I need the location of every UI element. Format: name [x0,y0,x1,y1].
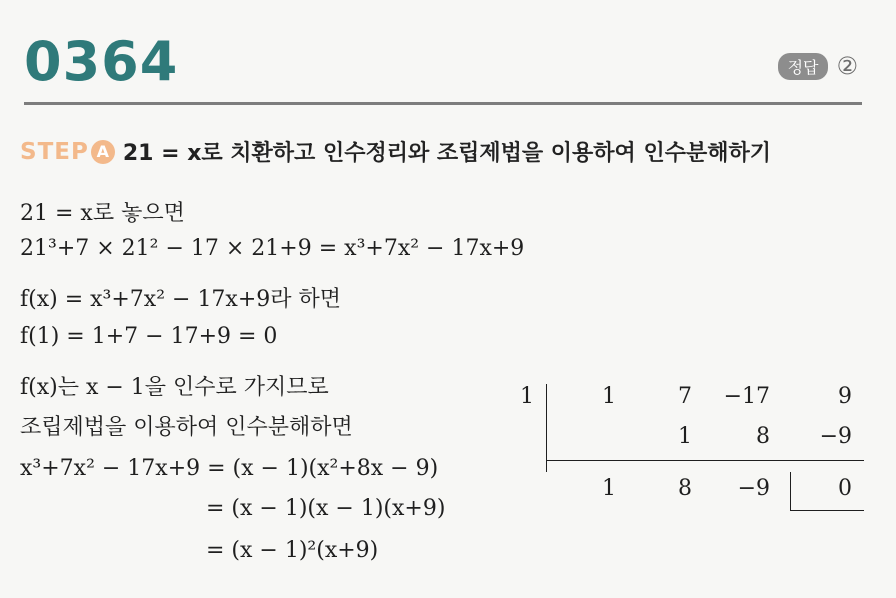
synthetic-row3-cell: 1 [602,476,616,501]
solution-line-7: x³+7x² − 17x+9 = (x − 1)(x²+8x − 9) [20,456,439,481]
solution-line-9: = (x − 1)²(x+9) [206,538,379,563]
synthetic-division [510,378,870,518]
synthetic-row2-cell: 8 [756,424,770,449]
solution-line-4: f(1) = 1+7 − 17+9 = 0 [20,324,278,349]
step-heading [20,136,771,167]
synthetic-row2-cell: −9 [819,424,852,449]
step-badge: A [91,140,115,164]
solution-line-5: f(x)는 x − 1을 인수로 가지므로 [20,375,329,400]
problem-number: 0364 [24,30,179,93]
synthetic-row2-cell: 1 [678,424,692,449]
synthetic-row1-cell: 1 [602,384,616,409]
solution-line-6: 조립제법을 이용하여 인수분해하면 [20,415,353,440]
synthetic-remainder: 0 [838,476,852,501]
synthetic-divisor: 1 [520,384,534,409]
synthetic-row3-cell: −9 [737,476,770,501]
remainder-box-vertical-line [790,472,791,510]
synthetic-division-horizontal-line [546,460,864,461]
step-title: 21 = x로 치환하고 인수정리와 조립제법을 이용하여 인수분해하기 [122,141,771,166]
header-divider [24,102,862,105]
remainder-box-horizontal-line [790,510,864,511]
answer-area [778,52,858,80]
answer-value: ② [836,52,858,80]
synthetic-row1-cell: 9 [838,384,852,409]
synthetic-row3-cell: 8 [678,476,692,501]
solution-line-1: 21 = x로 놓으면 [20,201,185,226]
synthetic-row1-cell: 7 [678,384,692,409]
answer-badge: 정답 [778,53,829,80]
step-label: STEP [20,138,89,165]
solution-line-2: 21³+7 × 21² − 17 × 21+9 = x³+7x² − 17x+9 [20,236,525,261]
solution-line-3: f(x) = x³+7x² − 17x+9라 하면 [20,287,342,312]
solution-line-8: = (x − 1)(x − 1)(x+9) [206,496,446,521]
synthetic-row1-cell: −17 [723,384,770,409]
